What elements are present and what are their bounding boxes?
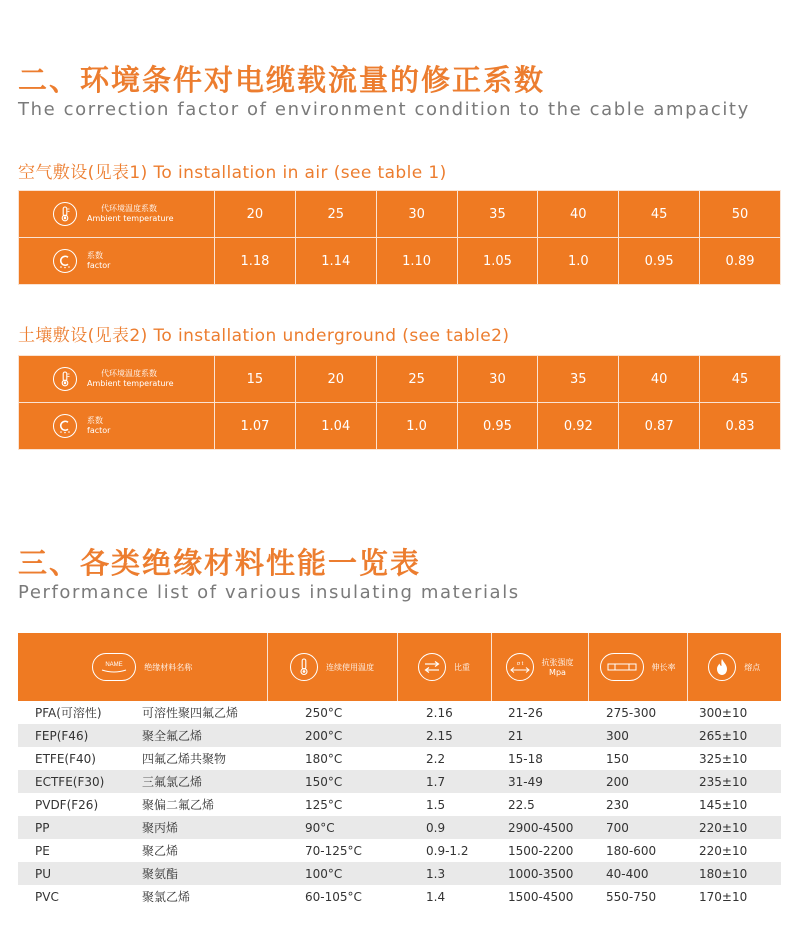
header-strength-unit: Mpa [549,668,566,677]
material-temp: 70-125°C [305,843,362,858]
material-temp: 100°C [267,862,397,885]
material-gravity: 1.3 [397,862,491,885]
material-abbr: PVC [35,890,59,904]
header-strength-text: 抗张强度 [541,658,574,667]
material-elong: 200 [588,770,687,793]
header-elong [588,633,687,701]
table-row [18,747,781,770]
material-gravity: 2.16 [426,705,453,720]
air-correction-table [18,190,781,285]
material-name: 三氟氯乙烯 [142,775,203,789]
material-temp: 90°C [267,816,397,839]
underground-temp-row [19,356,781,403]
material-name: 聚氨酯 [142,867,179,881]
air-factor-label-cell [19,238,215,285]
air-factor-cell: 1.10 [376,238,457,285]
material-name: 聚偏二氟乙烯 [142,798,215,812]
underground-factor-cell: 0.87 [619,403,700,450]
underground-factor-row [19,403,781,450]
thermometer-icon [53,367,77,391]
air-temp-label-cn: 代环境温度系数 [101,204,157,213]
material-strength: 31-49 [491,770,588,793]
material-name: 聚全氟乙烯 [142,729,203,743]
flame-icon [708,653,736,681]
air-temp-cell: 25 [295,191,376,238]
underground-temp-cell: 30 [457,356,538,403]
material-strength: 21 [491,724,588,747]
material-abbr: PVDF(F26) [35,798,99,812]
material-gravity: 1.5 [426,797,446,812]
material-melt: 265±10 [687,724,781,747]
material-elong: 275-300 [606,705,657,720]
material-melt: 170±10 [699,889,748,904]
table-row [18,724,781,747]
section2-title-en: Performance list of various insulating materials [18,582,520,603]
material-abbr: ETFE(F40) [35,752,96,766]
air-factor-row [19,238,781,285]
material-temp: 200°C [267,724,397,747]
material-elong: 180-600 [606,843,657,858]
underground-temp-cell: 40 [619,356,700,403]
material-name: 聚氯乙烯 [142,890,191,904]
air-temp-label-cell [19,191,215,238]
section1-title-cn: 二、环境条件对电缆载流量的修正系数 [18,63,546,97]
section2-title-cn: 三、各类绝缘材料性能一览表 [18,546,422,580]
material-gravity: 0.9-1.2 [426,843,469,858]
material-melt: 325±10 [699,751,748,766]
material-strength: 1000-3500 [491,862,588,885]
material-abbr: PU [35,867,52,881]
underground-factor-cell: 0.92 [538,403,619,450]
underground-factor-cell: 1.04 [295,403,376,450]
underground-temp-label-cn: 代环境温度系数 [101,369,157,378]
air-temp-label-en: Ambient temperature [87,214,174,223]
strength-icon-text: σ t [516,661,523,667]
underground-subtitle: 土壤敷设(见表2) To installation underground (see table2) [18,326,510,346]
table-row [18,701,781,724]
air-temp-cell: 40 [538,191,619,238]
header-temp [267,633,397,701]
material-elong: 550-750 [606,889,657,904]
material-temp: 125°C [305,797,343,812]
underground-temp-label-cell [19,356,215,403]
material-melt: 235±10 [687,770,781,793]
underground-factor-cell: 0.83 [700,403,781,450]
air-temp-cell: 20 [215,191,296,238]
air-temp-cell: 50 [700,191,781,238]
material-strength: 15-18 [508,751,543,766]
material-strength: 21-26 [508,705,543,720]
material-abbr: ECTFE(F30) [35,775,105,789]
thermometer-icon [290,653,318,681]
table-row [18,770,781,793]
underground-temp-cell: 15 [215,356,296,403]
material-gravity: 0.9 [397,816,491,839]
underground-factor-label-cn: 系数 [87,416,103,425]
table-row [18,816,781,839]
air-factor-cell: 1.0 [538,238,619,285]
table-row [18,885,781,908]
header-melt [687,633,781,701]
air-temp-cell: 35 [457,191,538,238]
material-elong: 40-400 [588,862,687,885]
material-abbr: PP [35,821,50,835]
underground-temp-cell: 35 [538,356,619,403]
material-name: 聚丙烯 [142,821,179,835]
swap-arrows-icon [418,653,446,681]
header-temp-text: 连续使用温度 [326,662,374,672]
material-melt: 300±10 [699,705,748,720]
air-factor-cell: 1.05 [457,238,538,285]
header-name [18,633,267,701]
air-temp-row [19,191,781,238]
material-elong: 300 [588,724,687,747]
name-icon-text: NAME [105,662,123,668]
materials-table [18,633,781,908]
underground-factor-cell: 1.07 [215,403,296,450]
material-name: 聚乙烯 [142,844,179,858]
table-row [18,839,781,862]
material-gravity: 1.7 [397,770,491,793]
air-subtitle: 空气敷设(见表1) To installation in air (see table 1) [18,163,447,183]
material-strength: 1500-2200 [508,843,574,858]
air-factor-cell: 0.95 [619,238,700,285]
material-abbr: PFA(可溶性) [35,706,102,720]
air-factor-cell: 1.14 [295,238,376,285]
underground-factor-cell: 1.0 [376,403,457,450]
material-melt: 180±10 [687,862,781,885]
underground-correction-table [18,355,781,450]
thermometer-icon [53,202,77,226]
underground-temp-cell: 45 [700,356,781,403]
underground-temp-cell: 25 [376,356,457,403]
material-strength: 22.5 [508,797,535,812]
header-strength [491,633,588,701]
section1-title-en: The correction factor of environment condition to the cable ampacity [18,99,750,120]
material-temp: 150°C [267,770,397,793]
material-strength: 1500-4500 [508,889,574,904]
stretch-bar-icon [600,653,644,681]
material-melt: 220±10 [699,843,748,858]
factor-c-icon [53,249,77,273]
material-name: 可溶性聚四氟乙烯 [142,706,239,720]
material-elong: 150 [606,751,629,766]
air-factor-label-en: factor [87,261,111,270]
factor-c-icon [53,414,77,438]
material-name: 四氟乙烯共聚物 [142,752,227,766]
material-gravity: 1.4 [426,889,446,904]
table-row [18,862,781,885]
tensile-arrows-icon [506,653,534,681]
underground-temp-label-en: Ambient temperature [87,379,174,388]
material-temp: 180°C [305,751,343,766]
material-strength: 2900-4500 [491,816,588,839]
material-gravity: 2.15 [397,724,491,747]
air-temp-cell: 45 [619,191,700,238]
underground-factor-cell: 0.95 [457,403,538,450]
material-abbr: PE [35,844,50,858]
material-temp: 60-105°C [305,889,362,904]
material-temp: 250°C [305,705,343,720]
air-factor-label-cn: 系数 [87,251,103,260]
material-melt: 220±10 [687,816,781,839]
header-gravity [397,633,491,701]
name-tag-icon [92,653,136,681]
header-elong-text: 伸长率 [651,662,676,672]
material-elong: 230 [606,797,629,812]
material-elong: 700 [588,816,687,839]
material-melt: 145±10 [699,797,748,812]
header-melt-text: 熔点 [744,662,761,672]
header-gravity-text: 比重 [454,662,470,672]
underground-factor-label-cell [19,403,215,450]
table-row [18,793,781,816]
material-gravity: 2.2 [426,751,446,766]
header-name-text: 绝缘材料名称 [144,662,193,672]
air-factor-cell: 0.89 [700,238,781,285]
underground-factor-label-en: factor [87,426,111,435]
material-abbr: FEP(F46) [35,729,89,743]
underground-temp-cell: 20 [295,356,376,403]
air-factor-cell: 1.18 [215,238,296,285]
air-temp-cell: 30 [376,191,457,238]
materials-header-row [18,633,781,701]
